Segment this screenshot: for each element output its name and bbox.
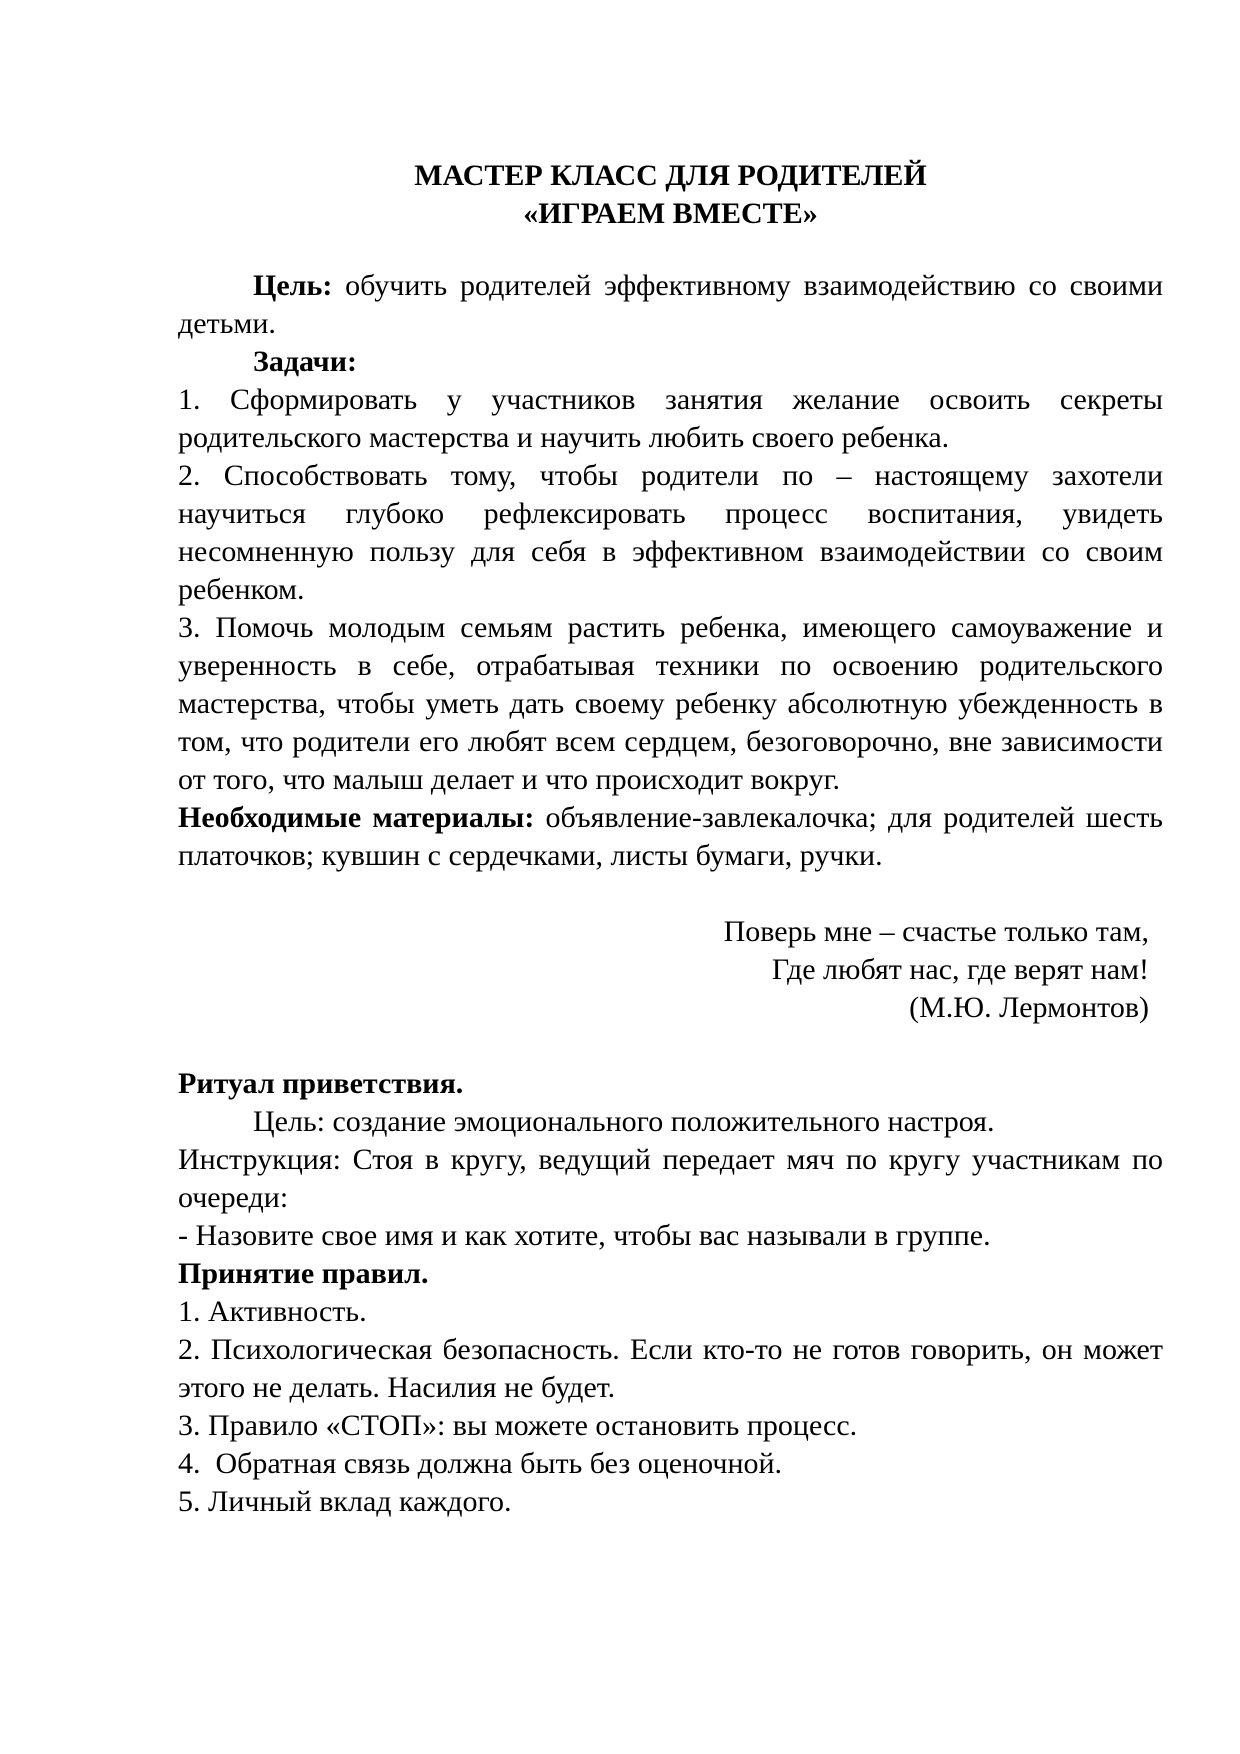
rules-heading: Принятие правил.: [178, 1257, 429, 1290]
goal-paragraph: [178, 267, 1163, 343]
tasks-label: Задачи:: [253, 345, 358, 378]
greeting-instruction: Инструкция: Стоя в кругу, ведущий передает мяч по кругу участникам по очереди:: [178, 1143, 1163, 1214]
greeting-section: [178, 1065, 1163, 1255]
materials-paragraph: [178, 799, 1163, 875]
task-item-1: 1. Сформировать у участников занятия желание освоить секреты родительского мастерства и научить любить своего ребенка.: [178, 383, 1163, 454]
materials-text: объявление-завлекалочка; для родителей шесть платочков; кувшин с сердечками, листы бумаги, ручки.: [178, 801, 1163, 872]
title-line-2: «ИГРАЕМ ВМЕСТЕ»: [523, 197, 818, 230]
greeting-heading: Ритуал приветствия.: [178, 1067, 464, 1100]
rule-item-3: 3. Правило «СТОП»: вы можете остановить процесс.: [178, 1409, 858, 1442]
rules-section: [178, 1255, 1163, 1521]
title-block: [178, 157, 1163, 233]
greeting-prompt: - Назовите свое имя и как хотите, чтобы вас называли в группе.: [178, 1219, 991, 1252]
goal-label: Цель:: [253, 269, 333, 302]
rule-item-4: 4. Обратная связь должна быть без оценочной.: [178, 1447, 783, 1480]
epigraph-line-1: Поверь мне – счастье только там,: [723, 915, 1149, 948]
title-line-1: МАСТЕР КЛАСС ДЛЯ РОДИТЕЛЕЙ: [414, 159, 927, 192]
document-content: [178, 157, 1163, 1521]
greeting-goal: Цель: создание эмоционального положительного настроя.: [253, 1105, 995, 1138]
rule-item-5: 5. Личный вклад каждого.: [178, 1485, 512, 1518]
epigraph: [178, 913, 1163, 1027]
epigraph-author: (М.Ю. Лермонтов): [909, 991, 1149, 1024]
task-item-3: 3. Помочь молодым семьям растить ребенка, имеющего самоуважение и уверенность в себе, отрабатывая техники по освоению родительского мастерства, чтобы уметь дать своему ребенку абсолютную убежденность в том, что родители его любят всем сердцем, безоговорочно, вне зависимости от того, что малыш делает и что происходит вокруг.: [178, 611, 1163, 796]
rule-item-2: 2. Психологическая безопасность. Если кто-то не готов говорить, он может этого не делать. Насилия не будет.: [178, 1333, 1163, 1404]
materials-label: Необходимые материалы:: [178, 801, 535, 834]
rule-item-1: 1. Активность.: [178, 1295, 367, 1328]
epigraph-line-2: Где любят нас, где верят нам!: [771, 953, 1149, 986]
task-item-2: 2. Способствовать тому, чтобы родители по – настоящему захотели научиться глубоко рефлексировать процесс воспитания, увидеть несомненную пользу для себя в эффективном взаимодействии со своим ребенком.: [178, 459, 1163, 606]
goal-text: обучить родителей эффективному взаимодействию со своими детьми.: [178, 269, 1163, 340]
